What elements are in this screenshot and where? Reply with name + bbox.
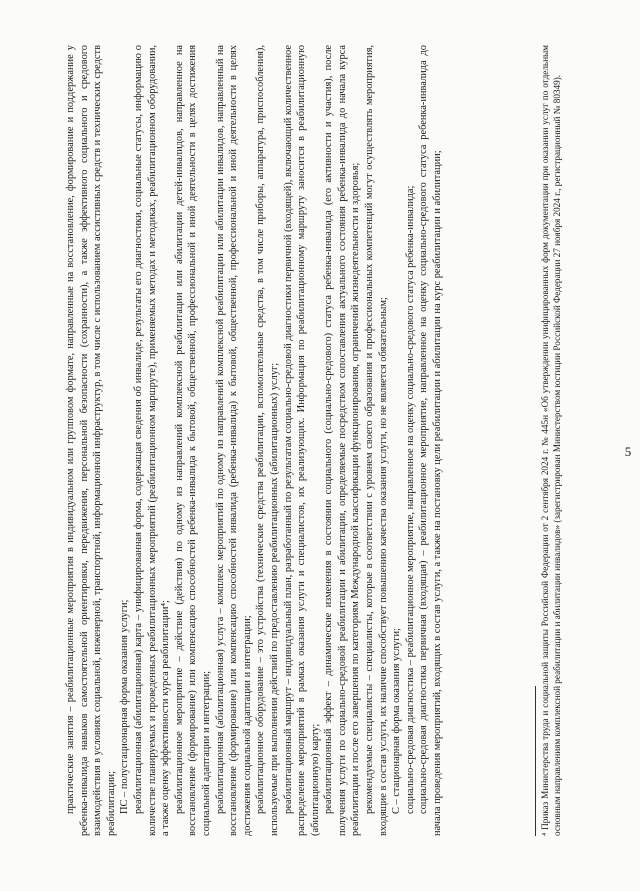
paragraph-rehab-card: реабилитационная (абилитационная) карта – унифицированная форма, содержащая сведения об инвалиде, результаты его диагностики, социальные статусы, информацию о количестве планируемых и проведенных реабилитационных мероприятий (реабилитационном маршруте), применяемых методах и методиках, реабилитационном оборудовании, а также оценку эффективности курса реабилитации⁴; bbox=[132, 45, 172, 836]
paragraph-rehab-equipment: реабилитационное оборудование – это устройства (технические средства реабилитации, вспомогательные средства, в том числе приборы, аппаратура, приспособления), используемые при выполнении действий по предоставлению реабилитационных (абилитационных) услуг; bbox=[255, 45, 280, 836]
paragraph-rehab-effect: реабилитационный эффект – динамические изменения в состоянии социального (социально-средового) статуса ребенка-инвалида (его активности и участия), после получения услуги по социально-средовой реабилитации и абилитации, определяемые посредством сопоставления актуального состояния ребенка-инвалида до начала курса реабилитации и после его завершения по категориям Международной классификации функционирования, ограничений жизнедеятельности и здоровья; bbox=[323, 45, 362, 836]
paragraph-practical-lessons: практические занятия – реабилитационные мероприятия в индивидуальном или групповом формате, направленные на восстановление, формирование и поддержание у ребенка-инвалида навыков самостоятельной ориентировки, передвижения, персональной безопасности (сохранности), а также эффективного социального и средового взаимодействия в условиях социальной, инженерной, транспортной, информационной инфраструктур, в том числе с использованием ассистивных средств и технических средств реабилитации; bbox=[65, 45, 117, 836]
paragraph-rehab-route: реабилитационный маршрут – индивидуальный план, разработанный по результатам социально-средовой диагностики первичной (входящей), включающий количественное распределение мероприятий в рамках оказания услуги и специалистов, их реализующих. Информация по реабилитационному маршруту заносится в реабилитационную (абилитационную) карту; bbox=[282, 45, 321, 836]
document-body bbox=[64, 45, 445, 836]
paragraph-diagnostics: социально-средовая диагностика – реабилитационное мероприятие, направленное на оценку социально-средового статуса ребенка-инвалида; bbox=[404, 185, 416, 814]
paragraph-ps: ПС – полустационарная форма оказания услуги; bbox=[119, 599, 131, 814]
paragraph-rehab-measure: реабилитационное мероприятие – действие (действия) по одному из направлений комплексной реабилитации или абилитации детей-инвалидов, направленное на восстановление (формирование) или компенсацию способностей ребенка-инвалида к бытовой, общественной, профессиональной и иной деятельности в целях достижения социальной адаптации и интеграции; bbox=[173, 45, 212, 836]
footnote: ⁴ Приказ Министерства труда и социальной защиты Российской Федерации от 2 сентября 2024 г. № 445н «Об утверждении унифицированных форм документации при оказании услуг по отдельным основным направлениям комплексной реабилитации и абилитации инвалидов» (зарегистрирован Министерством юстиции Российской Федерации 27 ноября 2024 г., регистрационный № 80349). bbox=[540, 45, 562, 836]
paragraph-rehab-service: реабилитационная (абилитационная) услуга – комплекс мероприятий по одному из направлений комплексной реабилитации или абилитации инвалидов, направленный на восстановление (формирование) или компенсацию способностей инвалида (ребенка-инвалида) к бытовой, общественной, профессиональной и иной деятельности в целях достижения социальной адаптации и интеграции; bbox=[214, 45, 253, 836]
paragraph-diagnostics-primary: социально-средовая диагностика первичная (входящая) – реабилитационное мероприятие, направленное на оценку социально-средового статуса ребенка-инвалида до начала проведения мероприятий, входящих в состав услуги, а также на постановку цели реабилитации и абилитации на курс реабилитации и абилитации; bbox=[418, 45, 444, 836]
page-number: 5 bbox=[624, 443, 632, 459]
paragraph-recommended-specialists: рекомендуемые специалисты – специалисты, которые в соответствии с уровнем своего образования и профессиональных компетенций могут осуществлять мероприятия, входящие в состав услуги, их наличие способствует повышению качества оказания услуги, но не является обязательным; bbox=[364, 45, 389, 836]
footnote-divider bbox=[535, 686, 536, 836]
paragraph-s: С – стационарная форма оказания услуги; bbox=[391, 628, 403, 814]
